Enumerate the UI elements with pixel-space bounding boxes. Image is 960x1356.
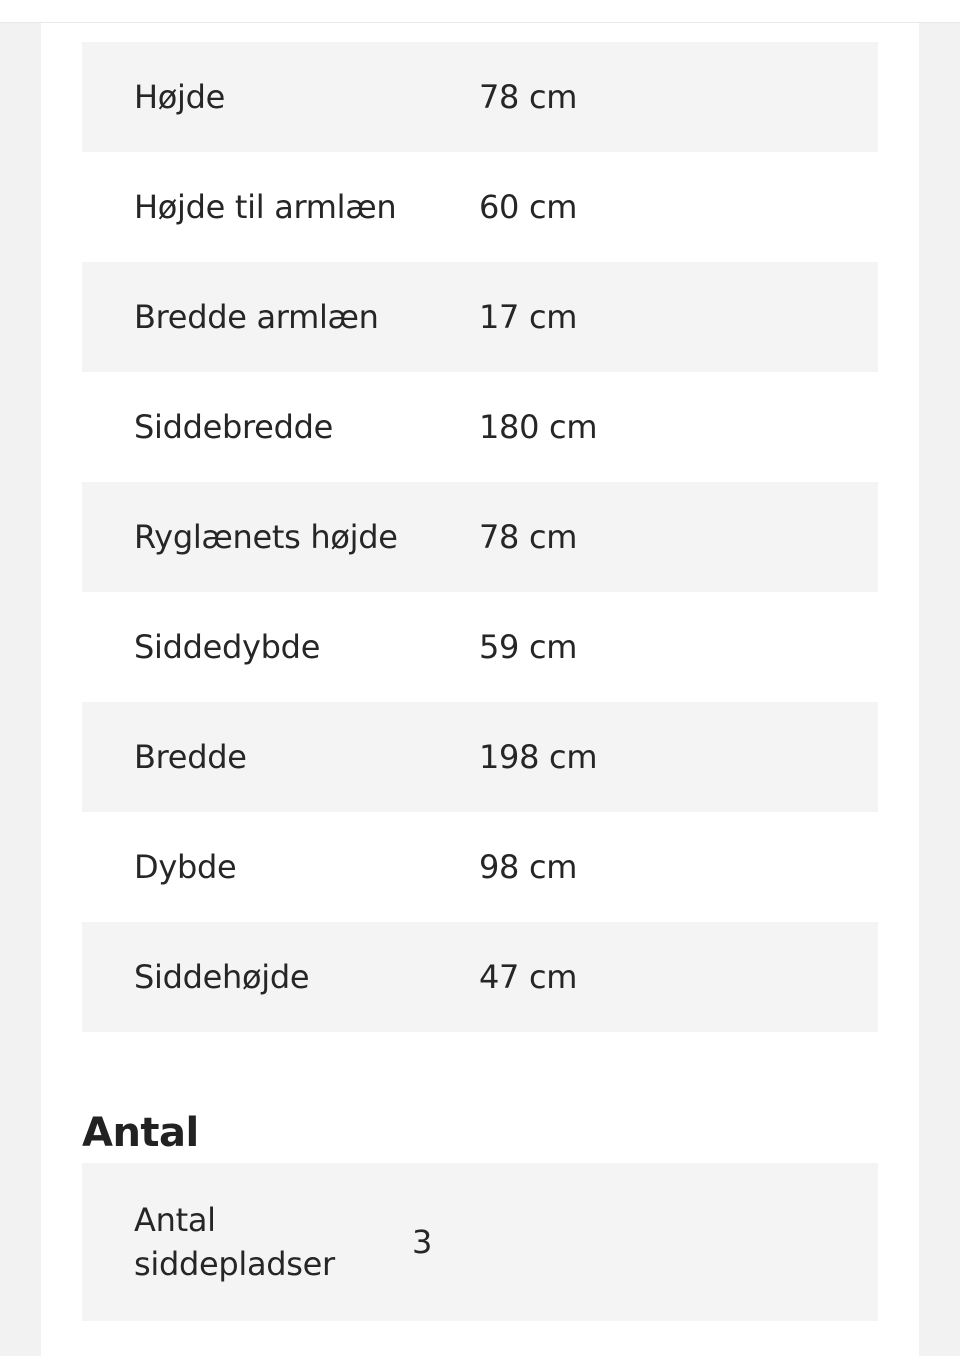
spec-value: 98 cm [479,848,578,886]
spec-label: Siddebredde [134,408,333,446]
table-row [82,592,878,702]
spec-label: Ryglænets højde [134,518,398,556]
top-header-strip [0,0,960,23]
table-row [82,372,878,482]
table-row [82,812,878,922]
spec-label: Højde [134,78,226,116]
spec-label: Siddedybde [134,628,321,666]
spec-value: 60 cm [479,188,578,226]
spec-label: Dybde [134,848,237,886]
antal-table [82,1163,878,1321]
spec-value: 180 cm [479,408,598,446]
table-row [82,262,878,372]
spec-label: Bredde armlæn [134,298,379,336]
spec-value: 17 cm [479,298,578,336]
spec-value: 78 cm [479,518,578,556]
spec-value: 78 cm [479,78,578,116]
table-row [82,702,878,812]
spec-label: Højde til armlæn [134,188,397,226]
spec-value: 59 cm [479,628,578,666]
table-row [82,922,878,1032]
spec-value: 47 cm [479,958,578,996]
table-row [82,482,878,592]
table-row [82,42,878,152]
dimensions-table [82,42,878,1032]
product-specs-panel [41,23,919,1356]
spec-label: Antal siddepladser [134,1201,335,1283]
spec-value: 3 [412,1223,433,1261]
spec-label: Siddehøjde [134,958,310,996]
table-row [82,152,878,262]
table-row [82,1163,878,1321]
spec-value: 198 cm [479,738,598,776]
spec-label: Bredde [134,738,247,776]
section-heading-antal: Antal [82,1110,199,1156]
